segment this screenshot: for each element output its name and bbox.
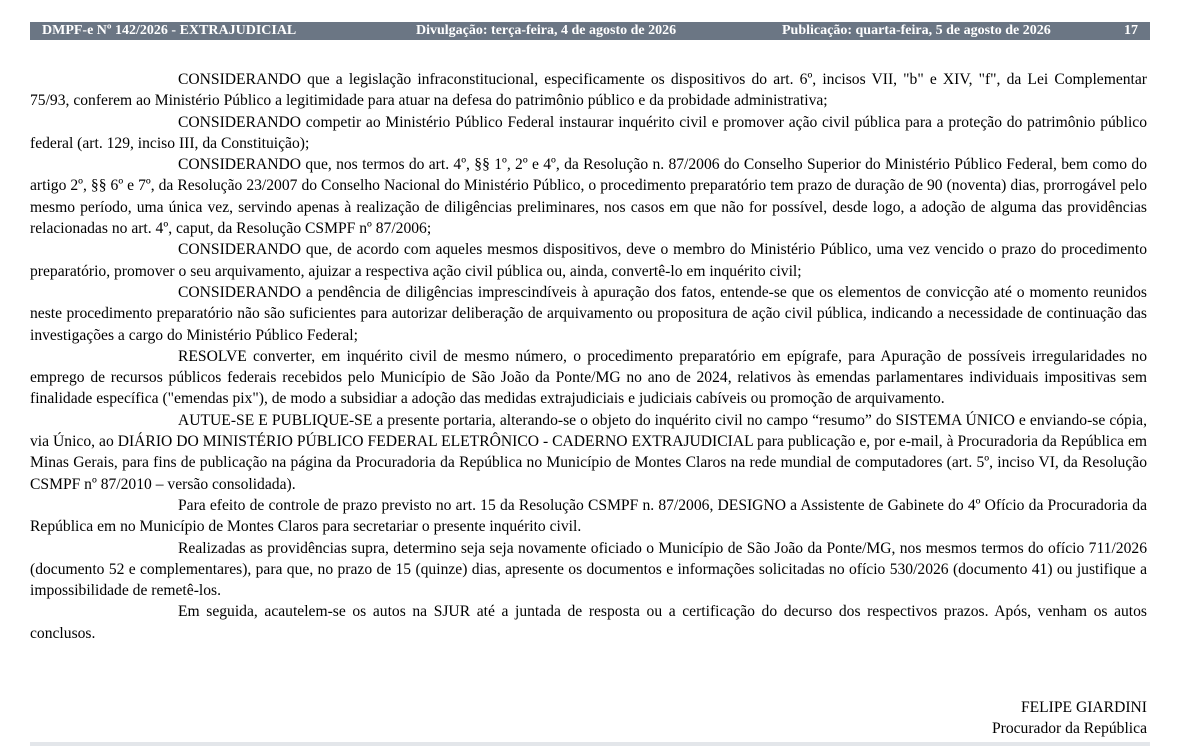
document-body bbox=[30, 69, 1147, 644]
paragraph-considerando-4: CONSIDERANDO que, de acordo com aqueles mesmos dispositivos, deve o membro do Ministério Público, uma vez vencido o prazo do procedimento preparatório, promover o seu arquivamento, ajuizar a respectiva ação civil pública ou, ainda, convertê-lo em inquérito civil; bbox=[30, 241, 1147, 280]
edition-label: DMPF-e Nº 142/2026 - EXTRAJUDICIAL bbox=[42, 23, 297, 38]
paragraph-designo: Para efeito de controle de prazo previsto no art. 15 da Resolução CSMPF n. 87/2006, DESIGNO a Assistente de Gabinete do 4º Ofício da Procuradoria da República em no Município de Montes Claros para secretariar o presente inquérito civil. bbox=[30, 496, 1147, 536]
paragraph-considerando-1: CONSIDERANDO que a legislação infraconstitucional, especificamente os dispositivos do art. 6º, incisos VII, "b" e XIV, "f", da Lei Complementar 75/93, conferem ao Ministério Público a legitimidade para atuar na defesa do patrimônio público e da probidade administrativa; bbox=[30, 71, 1147, 110]
divulgacao-date: Divulgação: terça-feira, 4 de agosto de 2026 bbox=[416, 23, 677, 38]
paragraph-considerando-3: CONSIDERANDO que, nos termos do art. 4º, §§ 1º, 2º e 4º, da Resolução n. 87/2006 do Conselho Superior do Ministério Público Federal, bem como do artigo 2º, §§ 6º e 7º, da Resolução 23/2007 do Conselho Nacional do Ministério Público, o procedimento preparatório tem prazo de duração de 90 (noventa) dias, prorrogável pelo mesmo período, uma única vez, servindo apenas à realização de diligências preliminares, nos casos em que não for possível, desde logo, a adoção de alguma das providências relacionadas no art. 4º, caput, da Resolução CSMPF nº 87/2006; bbox=[30, 156, 1147, 238]
paragraph-providencias: Realizadas as providências supra, determino seja seja novamente oficiado o Município de São João da Ponte/MG, nos mesmos termos do ofício 711/2026 (documento 52 e complementares), para que, no prazo de 15 (quinze) dias, apresente os documentos e informações solicitadas no ofício 530/2026 (documento 41) ou justifique a impossibilidade de remetê-los. bbox=[30, 539, 1147, 600]
header-bar bbox=[30, 22, 1150, 40]
publicacao-date: Publicação: quarta-feira, 5 de agosto de 2026 bbox=[782, 23, 1051, 38]
paragraph-autue: AUTUE-SE E PUBLIQUE-SE a presente portaria, alterando-se o objeto do inquérito civil no campo “resumo” do SISTEMA ÚNICO e enviando-se cópia, via Único, ao DIÁRIO DO MINISTÉRIO PÚBLICO FEDERAL ELETRÔNICO - CADERNO EXTRAJUDICIAL para publicação e, por e-mail, à Procuradoria da República em Minas Gerais, para fins de publicação na página da Procuradoria da República no Município de Montes Claros na rede mundial de computadores (art. 5º, inciso VI, da Resolução CSMPF nº 87/2010 – versão consolidada). bbox=[30, 411, 1147, 493]
paragraph-considerando-2: CONSIDERANDO competir ao Ministério Público Federal instaurar inquérito civil e promover ação civil pública para a proteção do patrimônio público federal (art. 129, inciso III, da Constituição); bbox=[30, 113, 1147, 152]
bottom-divider bbox=[30, 742, 1150, 746]
signature-block bbox=[992, 697, 1147, 739]
page-number: 17 bbox=[1124, 23, 1138, 38]
signature-name: FELIPE GIARDINI bbox=[1020, 699, 1147, 716]
paragraph-considerando-5: CONSIDERANDO a pendência de diligências imprescindíveis à apuração dos fatos, entende-se que os elementos de convicção até o momento reunidos neste procedimento preparatório não são suficientes para autorizar deliberação de arquivamento ou propositura de ação civil pública, indicando a necessidade de continuação das investigações a cargo do Ministério Público Federal; bbox=[30, 283, 1147, 344]
paragraph-conclusao: Em seguida, acautelem-se os autos na SJUR até a juntada de resposta ou a certificação do decurso dos respectivos prazos. Após, venham os autos conclusos. bbox=[30, 603, 1147, 642]
signature-title: Procurador da República bbox=[991, 720, 1147, 737]
paragraph-resolve: RESOLVE converter, em inquérito civil de mesmo número, o procedimento preparatório em epígrafe, para Apuração de possíveis irregularidades no emprego de recursos públicos federais recebidos pelo Município de São João da Ponte/MG no ano de 2024, relativos às emendas parlamentares individuais impositivas sem finalidade específica ("emendas pix"), de modo a subsidiar a adoção das medidas extrajudiciais e judiciais cabíveis ou promoção de arquivamento. bbox=[30, 347, 1147, 408]
